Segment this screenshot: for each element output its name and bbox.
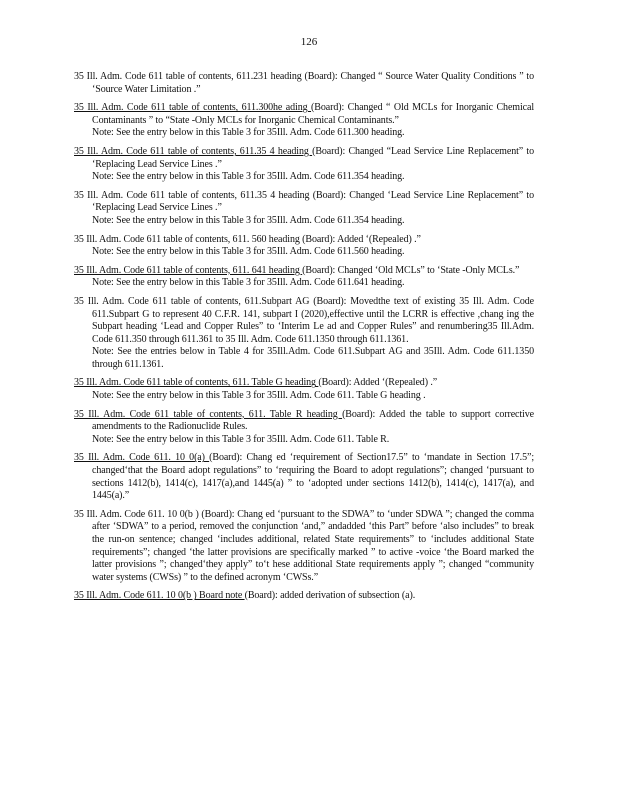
entry-description: 35 Ill. Adm. Code 611 table of contents, 611. 560 heading (Board): Added ‘(Repealed) .”	[74, 233, 421, 245]
entry	[74, 265, 534, 290]
entry-description: (Board): Changed “ Old MCLs for Inorganic Chemical Contaminants ” to “State -Only MCLs for Inorganic Chemical Contaminants.”	[92, 102, 534, 126]
entry-text	[74, 234, 534, 247]
entry-note: Note: See the entry below in this Table 3 for 35Ill. Adm. Code 611. Table G heading .	[92, 390, 426, 402]
entry-text	[74, 452, 534, 502]
entry-citation: 35 Ill. Adm. Code 611 table of contents, 611.300he ading	[74, 102, 312, 114]
entry	[74, 509, 534, 585]
entry-citation: 35 Ill. Adm. Code 611 table of contents, 611. 641 heading	[74, 264, 303, 276]
entry-text	[74, 409, 534, 434]
entry-citation: 35 Ill. Adm. Code 611. 10 0(b ) Board note	[74, 590, 245, 602]
entry-note: Note: See the entry below in this Table 3 for 35Ill. Adm. Code 611.560 heading.	[92, 246, 405, 258]
entry-note: Note: See the entry below in this Table 3 for 35Ill. Adm. Code 611.641 heading.	[92, 277, 405, 289]
amendment-entries	[74, 71, 534, 609]
entry	[74, 71, 534, 96]
entry-text	[74, 509, 534, 585]
entry-description: 35 Ill. Adm. Code 611. 10 0(b ) (Board): Chang ed ‘pursuant to the SDWA” to ‘under SDWA ”; changed the comma after ‘SDWA” to a period, removed the conjunction ‘and,” andadded ‘this Part” before ‘also includes” to break the run-on sentence; changed ‘includes additional, related State requirements” to ‘includes additional State requirements”; changed ‘the latter provisions are specifically marked ” to active -voice ‘the Board marked the latter provisions ”; changed‘they apply” to‘t hese additional State requirements apply ”; changed “community water systems (CWSs) ” to the defined acronym ‘CWSs.”	[74, 508, 534, 583]
entry-description: (Board): Added ‘(Repealed) .”	[318, 377, 438, 389]
entry-text	[74, 146, 534, 171]
entry	[74, 590, 534, 603]
entry-text	[74, 71, 534, 96]
entry-text	[74, 296, 534, 346]
entry	[74, 190, 534, 228]
entry-description: 35 Ill. Adm. Code 611 table of contents, 611.231 heading (Board): Changed “ Source Water Quality Conditions ” to ‘Source Water Limitation .”	[74, 71, 534, 95]
entry-description: (Board): Added the table to support corrective amendments to the Radionuclide Rules.	[92, 408, 534, 433]
entry-description: 35 Ill. Adm. Code 611 table of contents, 611.35 4 heading (Board): Changed ‘Lead Service Line Replacement” to ‘Replacing Lead Service Lines .”	[74, 189, 534, 214]
entry-citation: 35 Ill. Adm. Code 611 table of contents, 611. Table R heading	[74, 408, 343, 420]
entry-description: (Board): Changed “Lead Service Line Replacement” to ‘Replacing Lead Service Lines .”	[92, 145, 534, 170]
entry-text	[74, 190, 534, 215]
entry	[74, 146, 534, 184]
entry	[74, 452, 534, 502]
entry-description: (Board): Chang ed ‘requirement of Section17.5” to ‘mandate in Section 17.5”; changed‘that the Board adopt regulations” to ‘requiring the Board to adopt regulations”; changed ‘pursuant to sections 1412(b), 1414(c), 1417(a),and 1445(a) ” to ‘adopted under sections 1412(b), 1414(c), 1417(a), and 1445(a).”	[92, 452, 534, 502]
entry-note: Note: See the entry below in this Table 3 for 35Ill. Adm. Code 611.354 heading.	[92, 171, 405, 183]
entry	[74, 102, 534, 140]
entry-citation: 35 Ill. Adm. Code 611 table of contents, 611.35 4 heading	[74, 145, 313, 157]
entry-text	[74, 265, 534, 278]
entry-description: (Board): added derivation of subsection (a).	[244, 590, 416, 602]
entry	[74, 409, 534, 447]
entry	[74, 296, 534, 372]
entry-text	[74, 590, 534, 603]
entry-citation: 35 Ill. Adm. Code 611. 10 0(a)	[74, 452, 210, 464]
entry-text	[74, 377, 534, 390]
entry-note: Note: See the entry below in this Table 3 for 35Ill. Adm. Code 611.300 heading.	[92, 127, 405, 139]
entry-citation: 35 Ill. Adm. Code 611 table of contents, 611. Table G heading	[74, 377, 319, 389]
entry	[74, 377, 534, 402]
entry-note: Note: See the entry below in this Table 3 for 35Ill. Adm. Code 611.354 heading.	[92, 214, 405, 226]
entry-description: (Board): Changed ‘Old MCLs” to ‘State -Only MCLs.”	[302, 264, 520, 276]
entry-note: Note: See the entry below in this Table 3 for 35Ill. Adm. Code 611. Table R.	[92, 433, 390, 445]
page-number: 126	[300, 36, 318, 48]
entry	[74, 234, 534, 259]
entry-note: Note: See the entries below in Table 4 for 35Ill.Adm. Code 611.Subpart AG and 35Ill. Adm. Code 611.1350 through 611.1361.	[92, 346, 534, 370]
entry-description: 35 Ill. Adm. Code 611 table of contents, 611.Subpart AG (Board): Movedthe text of existing 35 Ill. Adm. Code 611.Subpart G to represent 40 C.F.R. 141, subpart I (2020),effective until the LCRR is effective ,chang ing the Subpart heading ‘Lead and Copper Rules” to ‘Interim Le ad and Copper Rules” and renumbering35 Ill.Adm. Code 611.350 through 611.361 to 35 Ill. Adm. Code 611.1350 through 611.1361.	[74, 295, 534, 345]
entry-text	[74, 102, 534, 127]
